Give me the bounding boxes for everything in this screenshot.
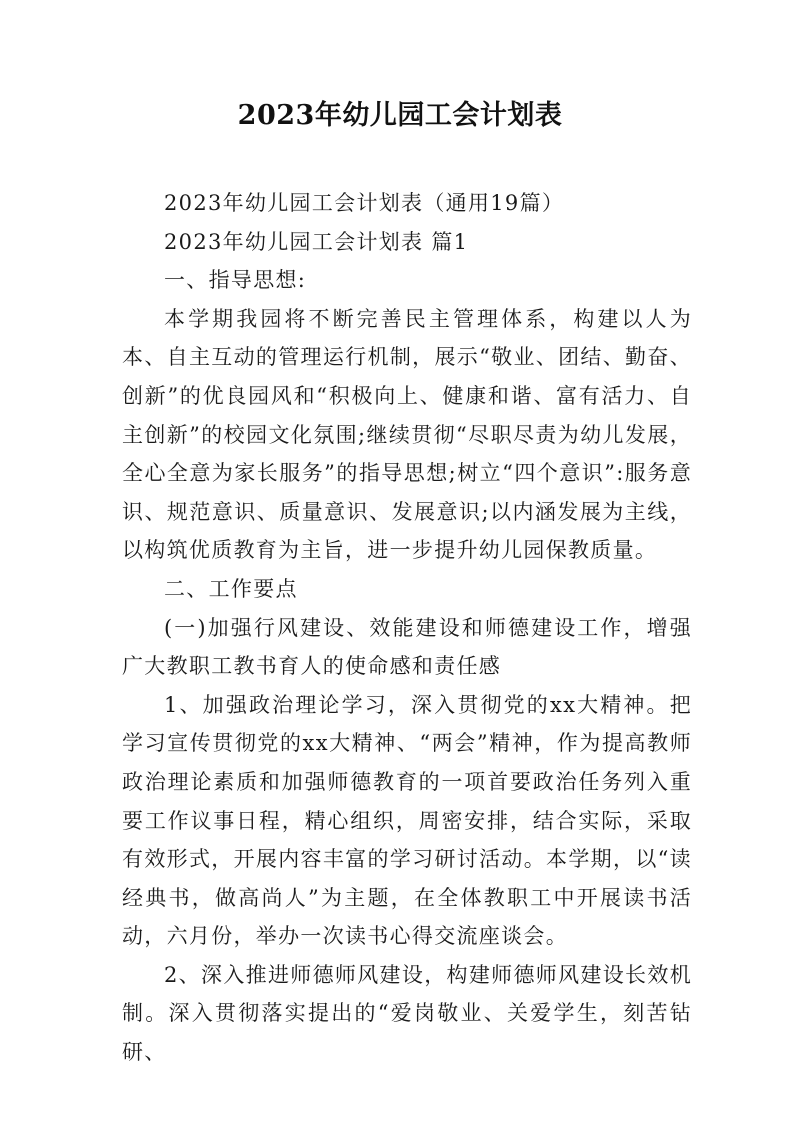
- paragraph-guiding-ideology: 本学期我园将不断完善民主管理体系，构建以人为本、自主互动的管理运行机制，展示“敬业、团结、勤奋、创新”的优良园风和“积极向上、健康和谐、富有活力、自主创新”的校园文化氛围;继续贯彻“尽职尽责为幼儿发展，全心全意为家长服务”的指导思想;树立“四个意识”:服务意识、规范意识、质量意识、发展意识;以内涵发展为主线，以构筑优质教育为主旨，进一步提升幼儿园保教质量。: [122, 306, 692, 563]
- paragraph-item-1: 1、加强政治理论学习，深入贯彻党的xx大精神。把学习宣传贯彻党的xx大精神、“两会”精神，作为提高教师政治理论素质和加强师德教育的一项首要政治任务列入重要工作议事日程，精心组织，周密安排，结合实际，采取有效形式，开展内容丰富的学习研讨活动。本学期，以“读经典书，做高尚人”为主题，在全体教职工中开展读书活动，六月份，举办一次读书心得交流座谈会。: [122, 692, 692, 949]
- paragraph-item-2: 2、深入推进师德师风建设，构建师德师风建设长效机制。深入贯彻落实提出的“爱岗敬业、关爱学生，刻苦钻研、: [122, 962, 692, 1065]
- paragraph-work-point-1: (一)加强行风建设、效能建设和师德建设工作，增强广大教职工教书育人的使命感和责任感: [122, 615, 692, 679]
- paragraph-subtitle: 2023年幼儿园工会计划表（通用19篇）: [164, 191, 565, 215]
- paragraph-section-heading: 2023年幼儿园工会计划表 篇1: [164, 229, 469, 254]
- document-title: 2023年幼儿园工会计划表: [237, 100, 563, 131]
- document-body: [122, 184, 692, 1072]
- paragraph-heading-guiding-ideology: 一、指导思想:: [164, 268, 307, 293]
- paragraph-heading-work-points: 二、工作要点: [164, 576, 298, 601]
